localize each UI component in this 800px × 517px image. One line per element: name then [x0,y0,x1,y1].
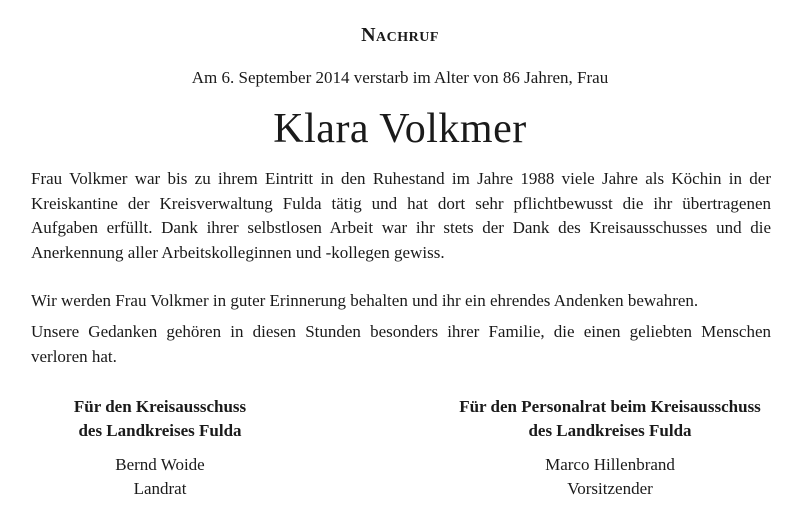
signature-org-line-2: des Landkreises Fulda [78,421,242,440]
signature-org-line-1: Für den Kreisausschuss [73,397,247,416]
signature-block-right [410,395,800,501]
deceased-name: Klara Volkmer [273,106,527,152]
signature-person-role: Landrat [133,479,187,498]
signature-org [410,395,800,443]
signature-person-role: Vorsitzender [567,479,653,498]
intro-line: Am 6. September 2014 verstarb im Alter von 86 Jahren, Frau [191,68,609,87]
signature-person [0,453,320,501]
body-paragraph-2: Wir werden Frau Volkmer in guter Erinnerung behalten und ihr ein ehrendes Andenken bewahren. [31,291,699,310]
notice-heading: Nachruf [361,24,439,46]
signature-org-line-1: Für den Personalrat beim Kreisausschuss [459,397,761,416]
body-paragraph-3: Unsere Gedanken gehören in diesen Stunden besonders ihrer Familie, die einen geliebten Menschen verloren hat. [31,322,771,366]
signature-org-line-2: des Landkreises Fulda [528,421,692,440]
signature-person [410,453,800,501]
signature-person-name: Marco Hillenbrand [545,455,675,474]
signature-block-left [0,395,320,501]
signature-org [0,395,320,443]
body-paragraph-1: Frau Volkmer war bis zu ihrem Eintritt in den Ruhestand im Jahre 1988 viele Jahre als Köchin in der Kreiskantine der Kreisverwaltung Fulda tätig und hat dort sehr pflichtbewusst die ihr übertragenen Aufgaben erfüllt. Dank ihrer selbstlosen Arbeit war ihr stets der Dank des Kreisausschusses und die Anerkennung aller Arbeitskolleginnen und -kollegen gewiss. [31,169,771,263]
signature-person-name: Bernd Woide [115,455,205,474]
